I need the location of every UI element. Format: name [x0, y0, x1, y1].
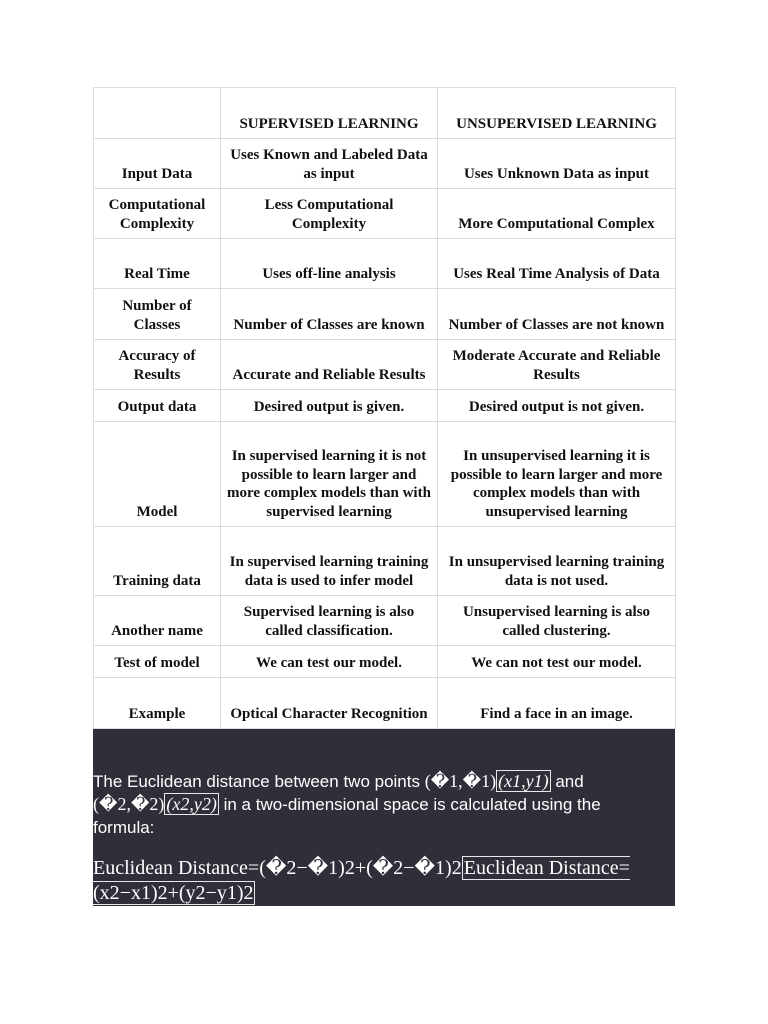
supervised-cell: In supervised learning training data is used to infer model: [221, 527, 438, 596]
table-row: [94, 596, 676, 646]
header-cell-empty: [94, 88, 221, 139]
supervised-cell: Less Computational Complexity: [221, 189, 438, 239]
row-label: Number of Classes: [94, 289, 221, 340]
header-cell-supervised: SUPERVISED LEARNING: [221, 88, 438, 139]
row-label: Training data: [94, 527, 221, 596]
table-row: [94, 139, 676, 189]
unsupervised-cell: Unsupervised learning is also called clustering.: [438, 596, 676, 646]
unsupervised-cell: In unsupervised learning it is possible to learn larger and more complex models than with unsupervised learning: [438, 422, 676, 527]
table-row: [94, 289, 676, 340]
point2-math: (x2,y2): [166, 794, 217, 814]
point1-garbled: (�1,�1): [424, 771, 497, 791]
row-label: Real Time: [94, 239, 221, 289]
unsupervised-cell: Uses Real Time Analysis of Data: [438, 239, 676, 289]
unsupervised-cell: We can not test our model.: [438, 646, 676, 678]
row-label: Input Data: [94, 139, 221, 189]
header-cell-unsupervised: UNSUPERVISED LEARNING: [438, 88, 676, 139]
table-row: [94, 422, 676, 527]
formula-math: Euclidean Distance=(x2−x1)2+(y2−y1)2: [93, 857, 630, 904]
table-header-row: [94, 88, 676, 139]
row-label: Output data: [94, 390, 221, 422]
supervised-cell: Number of Classes are known: [221, 289, 438, 340]
unsupervised-cell: More Computational Complex: [438, 189, 676, 239]
supervised-cell: We can test our model.: [221, 646, 438, 678]
explanation-paragraph: [93, 770, 653, 839]
row-label: Computational Complexity: [94, 189, 221, 239]
unsupervised-cell: Number of Classes are not known: [438, 289, 676, 340]
supervised-cell: Uses Known and Labeled Data as input: [221, 139, 438, 189]
unsupervised-cell: Desired output is not given.: [438, 390, 676, 422]
supervised-cell: In supervised learning it is not possible to learn larger and more complex models than with supervised learning: [221, 422, 438, 527]
formula-garbled: Euclidean Distance=(�2−�1)2+(�2−�1)2: [93, 857, 462, 879]
unsupervised-cell: Uses Unknown Data as input: [438, 139, 676, 189]
explanation-text-and: and: [550, 772, 584, 791]
explanation-text-after: in a two-dimensional space is calculated using the formula:: [93, 795, 601, 837]
row-label: Another name: [94, 596, 221, 646]
supervised-cell: Supervised learning is also called classification.: [221, 596, 438, 646]
supervised-cell: Optical Character Recognition: [221, 678, 438, 729]
comparison-table: [93, 87, 676, 729]
point1-math: (x1,y1): [498, 771, 549, 791]
table-row: [94, 646, 676, 678]
row-label: Example: [94, 678, 221, 729]
point2-garbled: (�2,�2): [93, 794, 165, 814]
document-page: [93, 87, 675, 906]
euclidean-explanation-block: [93, 729, 675, 906]
row-label: Model: [94, 422, 221, 527]
table-row: [94, 390, 676, 422]
supervised-cell: Desired output is given.: [221, 390, 438, 422]
row-label: Accuracy of Results: [94, 340, 221, 390]
unsupervised-cell: Moderate Accurate and Reliable Results: [438, 340, 676, 390]
row-label: Test of model: [94, 646, 221, 678]
explanation-text-before: The Euclidean distance between two points: [93, 772, 425, 791]
table-row: [94, 678, 676, 729]
supervised-cell: Uses off-line analysis: [221, 239, 438, 289]
table-row: [94, 527, 676, 596]
table-row: [94, 340, 676, 390]
supervised-cell: Accurate and Reliable Results: [221, 340, 438, 390]
unsupervised-cell: In unsupervised learning training data is not used.: [438, 527, 676, 596]
formula-paragraph: [93, 856, 675, 906]
unsupervised-cell: Find a face in an image.: [438, 678, 676, 729]
table-row: [94, 239, 676, 289]
table-row: [94, 189, 676, 239]
